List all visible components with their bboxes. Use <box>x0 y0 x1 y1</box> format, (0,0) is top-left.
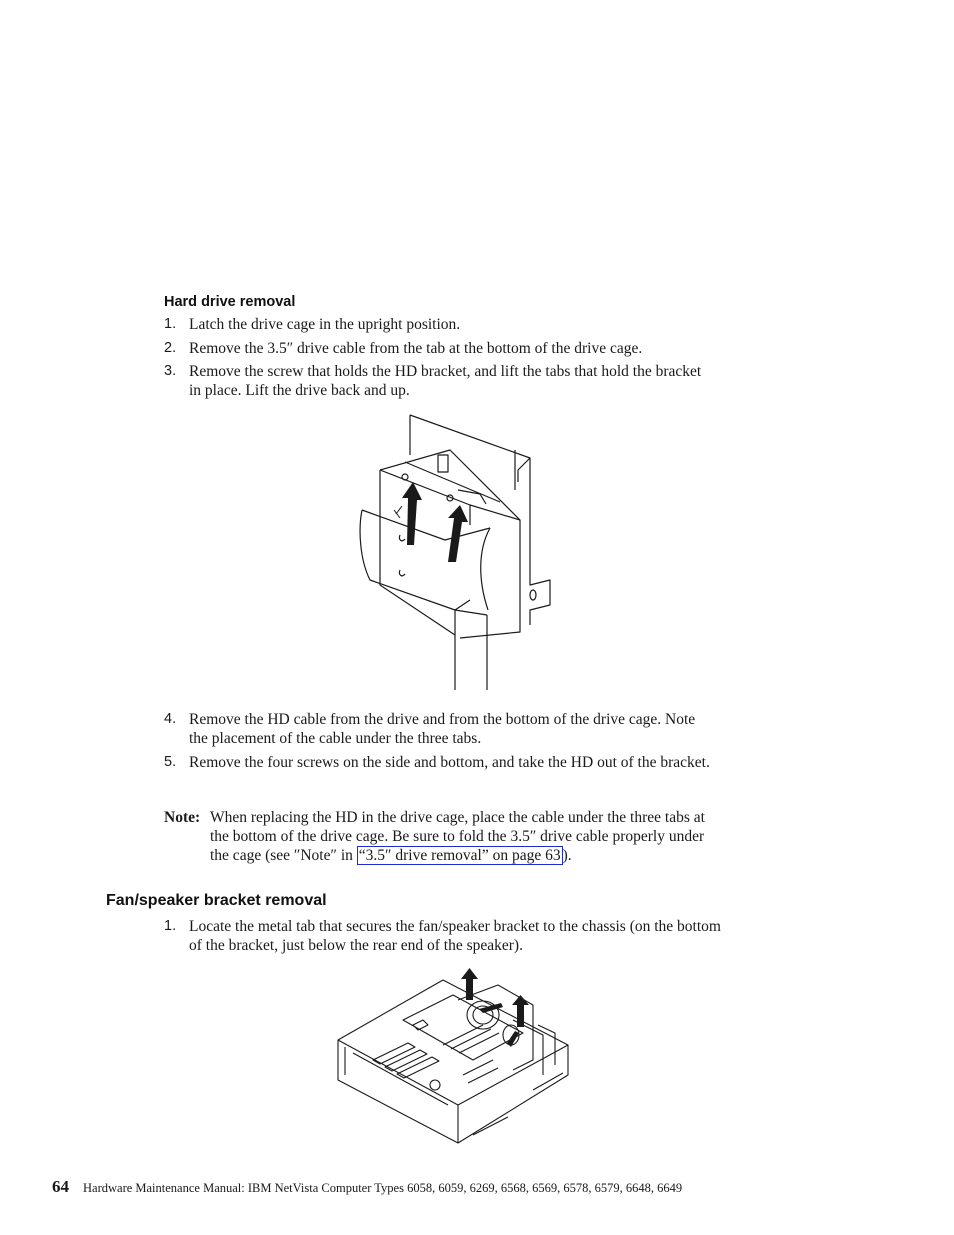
note-text-before: When replacing the HD in the drive cage, place the cable under the three tabs at the bottom of the drive cage. Be sure to fold the 3.5″ drive cable properly under the cage (see ″Note″ in <box>210 809 705 864</box>
list-item <box>164 362 709 400</box>
step-number: 4. <box>164 711 177 727</box>
section-heading-hard-drive-removal: Hard drive removal <box>164 294 296 310</box>
step-text: Remove the four screws on the side and bottom, and take the HD out of the bracket. <box>189 754 710 771</box>
hard-drive-removal-illustration <box>350 410 560 695</box>
step-number: 5. <box>164 754 177 770</box>
note-text <box>210 808 724 865</box>
note-text-after: ). <box>562 847 572 864</box>
step-text: Remove the 3.5″ drive cable from the tab at the bottom of the drive cage. <box>189 340 643 357</box>
note-label: Note: <box>164 809 201 826</box>
step-number: 3. <box>164 363 177 379</box>
fan-speaker-bracket-illustration <box>333 965 573 1150</box>
page-number: 64 <box>52 1177 69 1196</box>
list-item <box>164 753 719 772</box>
page-footer <box>52 1176 732 1199</box>
step-text: Locate the metal tab that secures the fan/speaker bracket to the chassis (on the bottom of the bracket, just below the rear end of the speaker). <box>189 918 721 954</box>
note-block <box>164 808 724 865</box>
step-number: 1. <box>164 316 177 332</box>
cross-reference-link[interactable]: “3.5″ drive removal” on page 63 <box>358 847 561 864</box>
step-text: Latch the drive cage in the upright position. <box>189 316 461 333</box>
list-item <box>164 315 724 334</box>
step-text: Remove the screw that holds the HD bracket, and lift the tabs that hold the bracket in place. Lift the drive back and up. <box>189 363 702 399</box>
step-number: 1. <box>164 918 177 934</box>
footer-text: Hardware Maintenance Manual: IBM NetVista Computer Types 6058, 6059, 6269, 6568, 6569, 6578, 6579, 6648, 6649 <box>83 1181 683 1195</box>
list-item <box>164 917 734 955</box>
step-number: 2. <box>164 340 177 356</box>
list-item <box>164 339 724 358</box>
step-text: Remove the HD cable from the drive and from the bottom of the drive cage. Note the placement of the cable under the three tabs. <box>189 711 696 747</box>
section-heading-fan-speaker-bracket-removal: Fan/speaker bracket removal <box>106 892 327 909</box>
list-item <box>164 710 709 748</box>
